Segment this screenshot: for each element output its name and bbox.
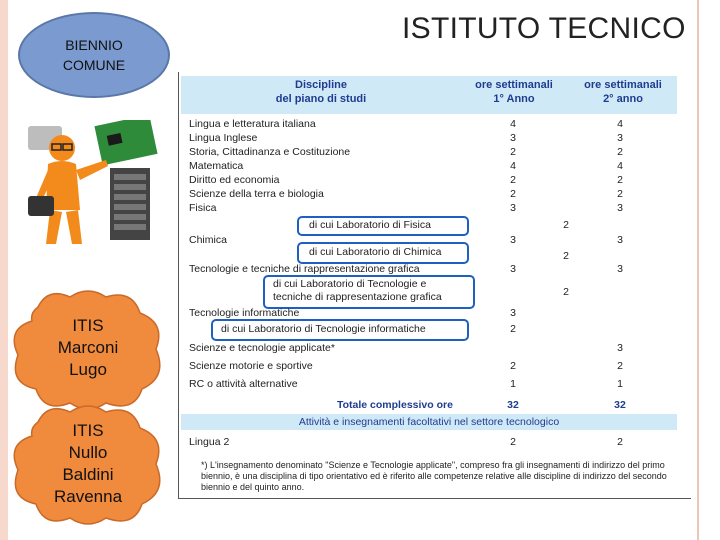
header-disciplines: Discipline del piano di studi (275, 79, 367, 105)
table-row: Scienze e tecnologie applicate* (189, 342, 335, 354)
table-cell: 2 (617, 188, 623, 200)
slide-title: ISTITUTO TECNICO (402, 12, 686, 45)
table-cell: 2 (617, 174, 623, 186)
table-row: Tecnologie e tecniche di rappresentazione grafica (189, 263, 420, 275)
table-row: Storia, Cittadinanza e Costituzione (189, 146, 351, 158)
table-cell: 2 (563, 219, 569, 231)
table-cell: 2 (510, 323, 516, 335)
table-row: Scienze motorie e sportive (189, 360, 313, 372)
oval-label-line1: BIENNIO (65, 37, 123, 53)
table-cell: 2 (510, 174, 516, 186)
school1-line2: Marconi (57, 338, 119, 357)
table-row: RC o attività alternative (189, 378, 298, 390)
optional-band-label: Attività e insegnamenti facoltativi nel settore tecnologico (298, 416, 560, 428)
school-cloud-lugo (8, 285, 168, 415)
sub-row-grafica-line1: di cui Laboratorio di Tecnologie e (273, 278, 427, 290)
table-cell: 3 (510, 234, 516, 246)
mascot-illustration (28, 120, 168, 250)
school2-line1: ITIS (72, 421, 104, 440)
header-year2: ore settimanali 2° anno (584, 79, 662, 105)
table-row: Lingua Inglese (189, 132, 258, 144)
sub-row-informatiche: di cui Laboratorio di Tecnologie informatiche (221, 323, 426, 335)
school1-line3: Lugo (69, 360, 107, 379)
table-row: Chimica (189, 234, 227, 246)
table-cell: 2 (617, 436, 623, 448)
right-decor-line (697, 0, 699, 540)
table-cell: 3 (617, 263, 623, 275)
optional-band (181, 414, 677, 430)
table-cell: 3 (510, 307, 516, 319)
table-cell: 3 (617, 234, 623, 246)
sub-row-chimica: di cui Laboratorio di Chimica (309, 246, 442, 258)
table-cell: 4 (510, 160, 516, 172)
school2-line3: Baldini (62, 465, 114, 484)
table-cell: 3 (617, 132, 623, 144)
table-cell: 2 (617, 360, 623, 372)
table-cell: 2 (510, 146, 516, 158)
table-cell: 2 (510, 188, 516, 200)
total-year2: 32 (614, 399, 626, 411)
table-cell: 3 (617, 202, 623, 214)
table-cell: 2 (563, 250, 569, 262)
school2-line4: Ravenna (53, 487, 123, 506)
table-row: Diritto ed economia (189, 174, 280, 186)
circuit-board-icon (94, 120, 157, 165)
table-cell: 1 (510, 378, 516, 390)
sub-row-fisica: di cui Laboratorio di Fisica (309, 219, 431, 231)
left-decor-stripe (0, 0, 8, 540)
briefcase-icon (28, 196, 54, 216)
table-cell: 2 (617, 146, 623, 158)
table-row: Matematica (189, 160, 244, 172)
table-row: Tecnologie informatiche (189, 307, 300, 319)
curriculum-table (178, 72, 691, 499)
sub-row-grafica-line2: tecniche di rappresentazione grafica (273, 291, 442, 303)
total-year1: 32 (507, 399, 519, 411)
table-cell: 2 (563, 286, 569, 298)
school1-line1: ITIS (72, 316, 104, 335)
school-cloud-ravenna (8, 400, 168, 530)
table-cell: 2 (510, 360, 516, 372)
table-row: Lingua 2 (189, 436, 230, 448)
table-cell: 4 (617, 160, 623, 172)
table-cell: 3 (510, 132, 516, 144)
oval-label-line2: COMUNE (62, 57, 126, 73)
mascot-head (49, 135, 75, 161)
table-cell: 3 (510, 202, 516, 214)
table-cell: 4 (617, 118, 623, 130)
table-cell: 3 (617, 342, 623, 354)
table-cell: 1 (617, 378, 623, 390)
footnote: *) L'insegnamento denominato "Scienze e Tecnologie applicate", compreso fra gli insegnamenti di indirizzo del primo biennio, è una disciplina di tipo orientativo ed è riferito alle competenze relative alle discipline di indirizzo del secondo biennio e del quinto anno. (201, 460, 667, 492)
table-row: Fisica (189, 202, 217, 214)
table-header (181, 76, 677, 114)
header-year1: ore settimanali 1° Anno (475, 79, 553, 105)
table-cell: 3 (510, 263, 516, 275)
total-label: Totale complessivo ore (337, 399, 453, 411)
table-row: Lingua e letteratura italiana (189, 118, 316, 130)
table-cell: 4 (510, 118, 516, 130)
table-row: Scienze della terra e biologia (189, 188, 324, 200)
school2-line2: Nullo (68, 443, 108, 462)
biennio-oval (18, 12, 170, 98)
table-cell: 2 (510, 436, 516, 448)
